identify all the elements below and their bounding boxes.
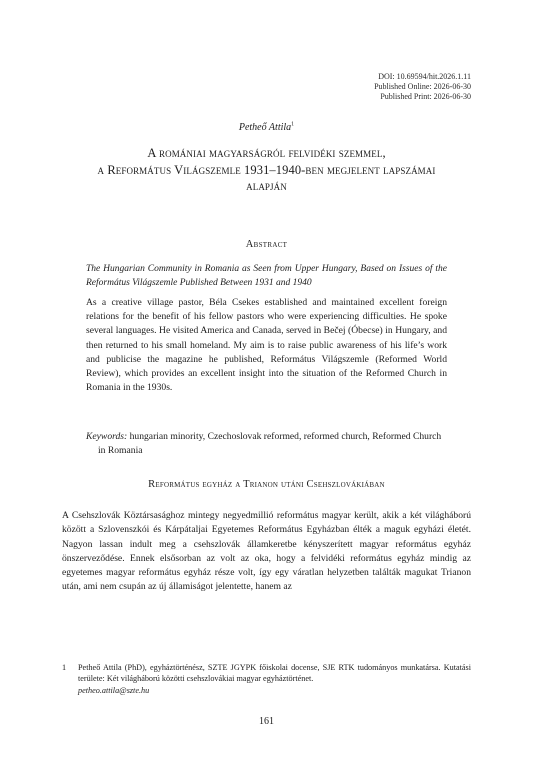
article-metadata: [374, 72, 471, 102]
article-title: [90, 145, 443, 195]
doi-line: DOI: 10.69594/hit.2026.1.11: [378, 72, 471, 81]
keywords: [86, 430, 447, 458]
abstract-body: As a creative village pastor, Béla Csekes established and maintained excellent foreign relations for the benefit of his fellow pastors who were experiencing difficulties. He spoke several languages. He visited America and Canada, served in Bečej (Óbecse) in Hungary, and then returned to his small homeland. My aim is to raise public awareness of his life’s work and publicise the magazine he published, Református Világszemle (Reformed World Review), which provides an excellent insight into the situation of the Reformed Church in Romania in the 1930s.: [86, 297, 447, 394]
section-body: A Csehszlovák Köztársasághoz mintegy negyedmillió református magyar került, akik a két világháború között a Szlovenszkói és Kárpátaljai Egyetemes Református Egyházban élték a maguk egyházi életét. Nagyon lassan indult meg a csehszlovák államkeretbe kényszerített magyar református egyház önszerveződése. Ennek elsősorban az volt az oka, hogy a felvidéki református egyház mindig az egyetemes magyar református egyház része volt, így egy váratlan helyzetben találták magukat Trianon után, ami nem csupán az új államiságot jelentette, hanem az: [62, 510, 471, 593]
author-name: Petheő Attila: [238, 122, 292, 133]
title-line-3: alapján: [246, 179, 287, 193]
abstract-heading: Abstract: [245, 239, 288, 250]
keywords-label: Keywords:: [86, 431, 128, 442]
footnote-number: 1: [62, 663, 67, 672]
published-print-line: Published Print: 2026-06-30: [380, 92, 471, 101]
title-line-1: A romániai magyarságról felvidéki szemmel,: [147, 146, 386, 160]
page-number: 161: [259, 716, 274, 727]
author-footnote-mark: 1: [291, 121, 295, 128]
footnote-email-link[interactable]: petheo.attila@szte.hu: [78, 685, 150, 695]
keywords-text: hungarian minority, Czechoslovak reformed, reformed church, Reformed Church in Romania: [98, 431, 442, 457]
footnote: [62, 662, 471, 696]
footnote-content: [78, 662, 471, 696]
footnote-text: Petheő Attila (PhD), egyháztörténész, SZTE JGYPK főiskolai docense, SJE RTK tudományos munkatársa. Kutatási területe: Két világháború közötti csehszlovákiai magyar egyháztörténet.: [78, 663, 471, 684]
title-line-2: a Református Világszemle 1931–1940-ben megjelent lapszámai: [97, 162, 436, 177]
section-heading: Református egyház a Trianon utáni Csehszlovákiában: [148, 479, 385, 490]
abstract-english-title: The Hungarian Community in Romania as Seen from Upper Hungary, Based on Issues of the Református Világszemle Published Between 1931 and 1940: [86, 264, 447, 288]
published-online-line: Published Online: 2026-06-30: [374, 82, 471, 91]
author-line: [0, 122, 533, 133]
